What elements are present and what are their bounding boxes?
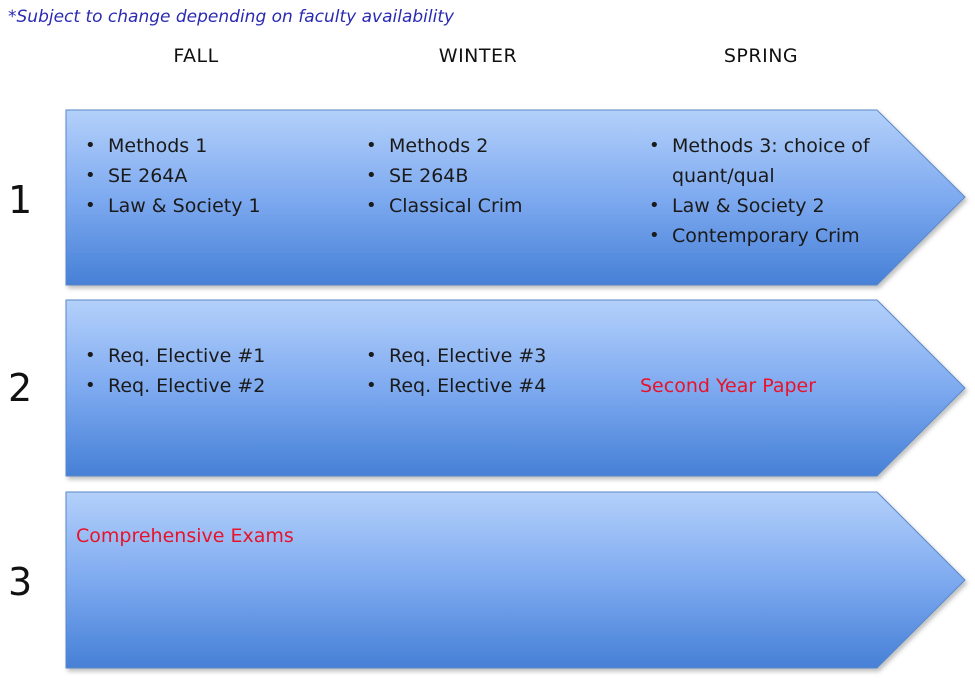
course-item: • Req. Elective #2 (76, 371, 346, 401)
course-item: • Methods 1 (76, 131, 346, 161)
comprehensive-exams: Comprehensive Exams (76, 525, 294, 547)
course-item: • Classical Crim (357, 191, 627, 221)
course-item: • Req. Elective #4 (357, 371, 627, 401)
course-item: • Req. Elective #3 (357, 341, 627, 371)
year-2-winter (357, 341, 627, 401)
course-item: • Contemporary Crim (640, 221, 880, 251)
year-1-spring (640, 131, 880, 251)
course-item: • SE 264B (357, 161, 627, 191)
course-item: • Methods 2 (357, 131, 627, 161)
course-item: • Req. Elective #1 (76, 341, 346, 371)
year-2-label: 2 (8, 366, 33, 410)
year-2-fall (76, 341, 346, 401)
year-1-fall (76, 131, 346, 221)
year-3-label: 3 (8, 560, 33, 604)
season-winter-header: WINTER (438, 45, 518, 67)
season-fall-header: FALL (173, 45, 219, 67)
course-item: • Methods 3: choice of quant/qual (640, 131, 880, 191)
course-item: • Law & Society 1 (76, 191, 346, 221)
season-spring-header: SPRING (723, 45, 799, 67)
year-3-arrow (66, 492, 965, 668)
year-1-winter (357, 131, 627, 221)
course-item: • Law & Society 2 (640, 191, 880, 221)
course-item: • SE 264A (76, 161, 346, 191)
second-year-paper: Second Year Paper (640, 375, 817, 397)
year-1-label: 1 (8, 178, 33, 222)
availability-note: *Subject to change depending on faculty availability (8, 7, 455, 27)
